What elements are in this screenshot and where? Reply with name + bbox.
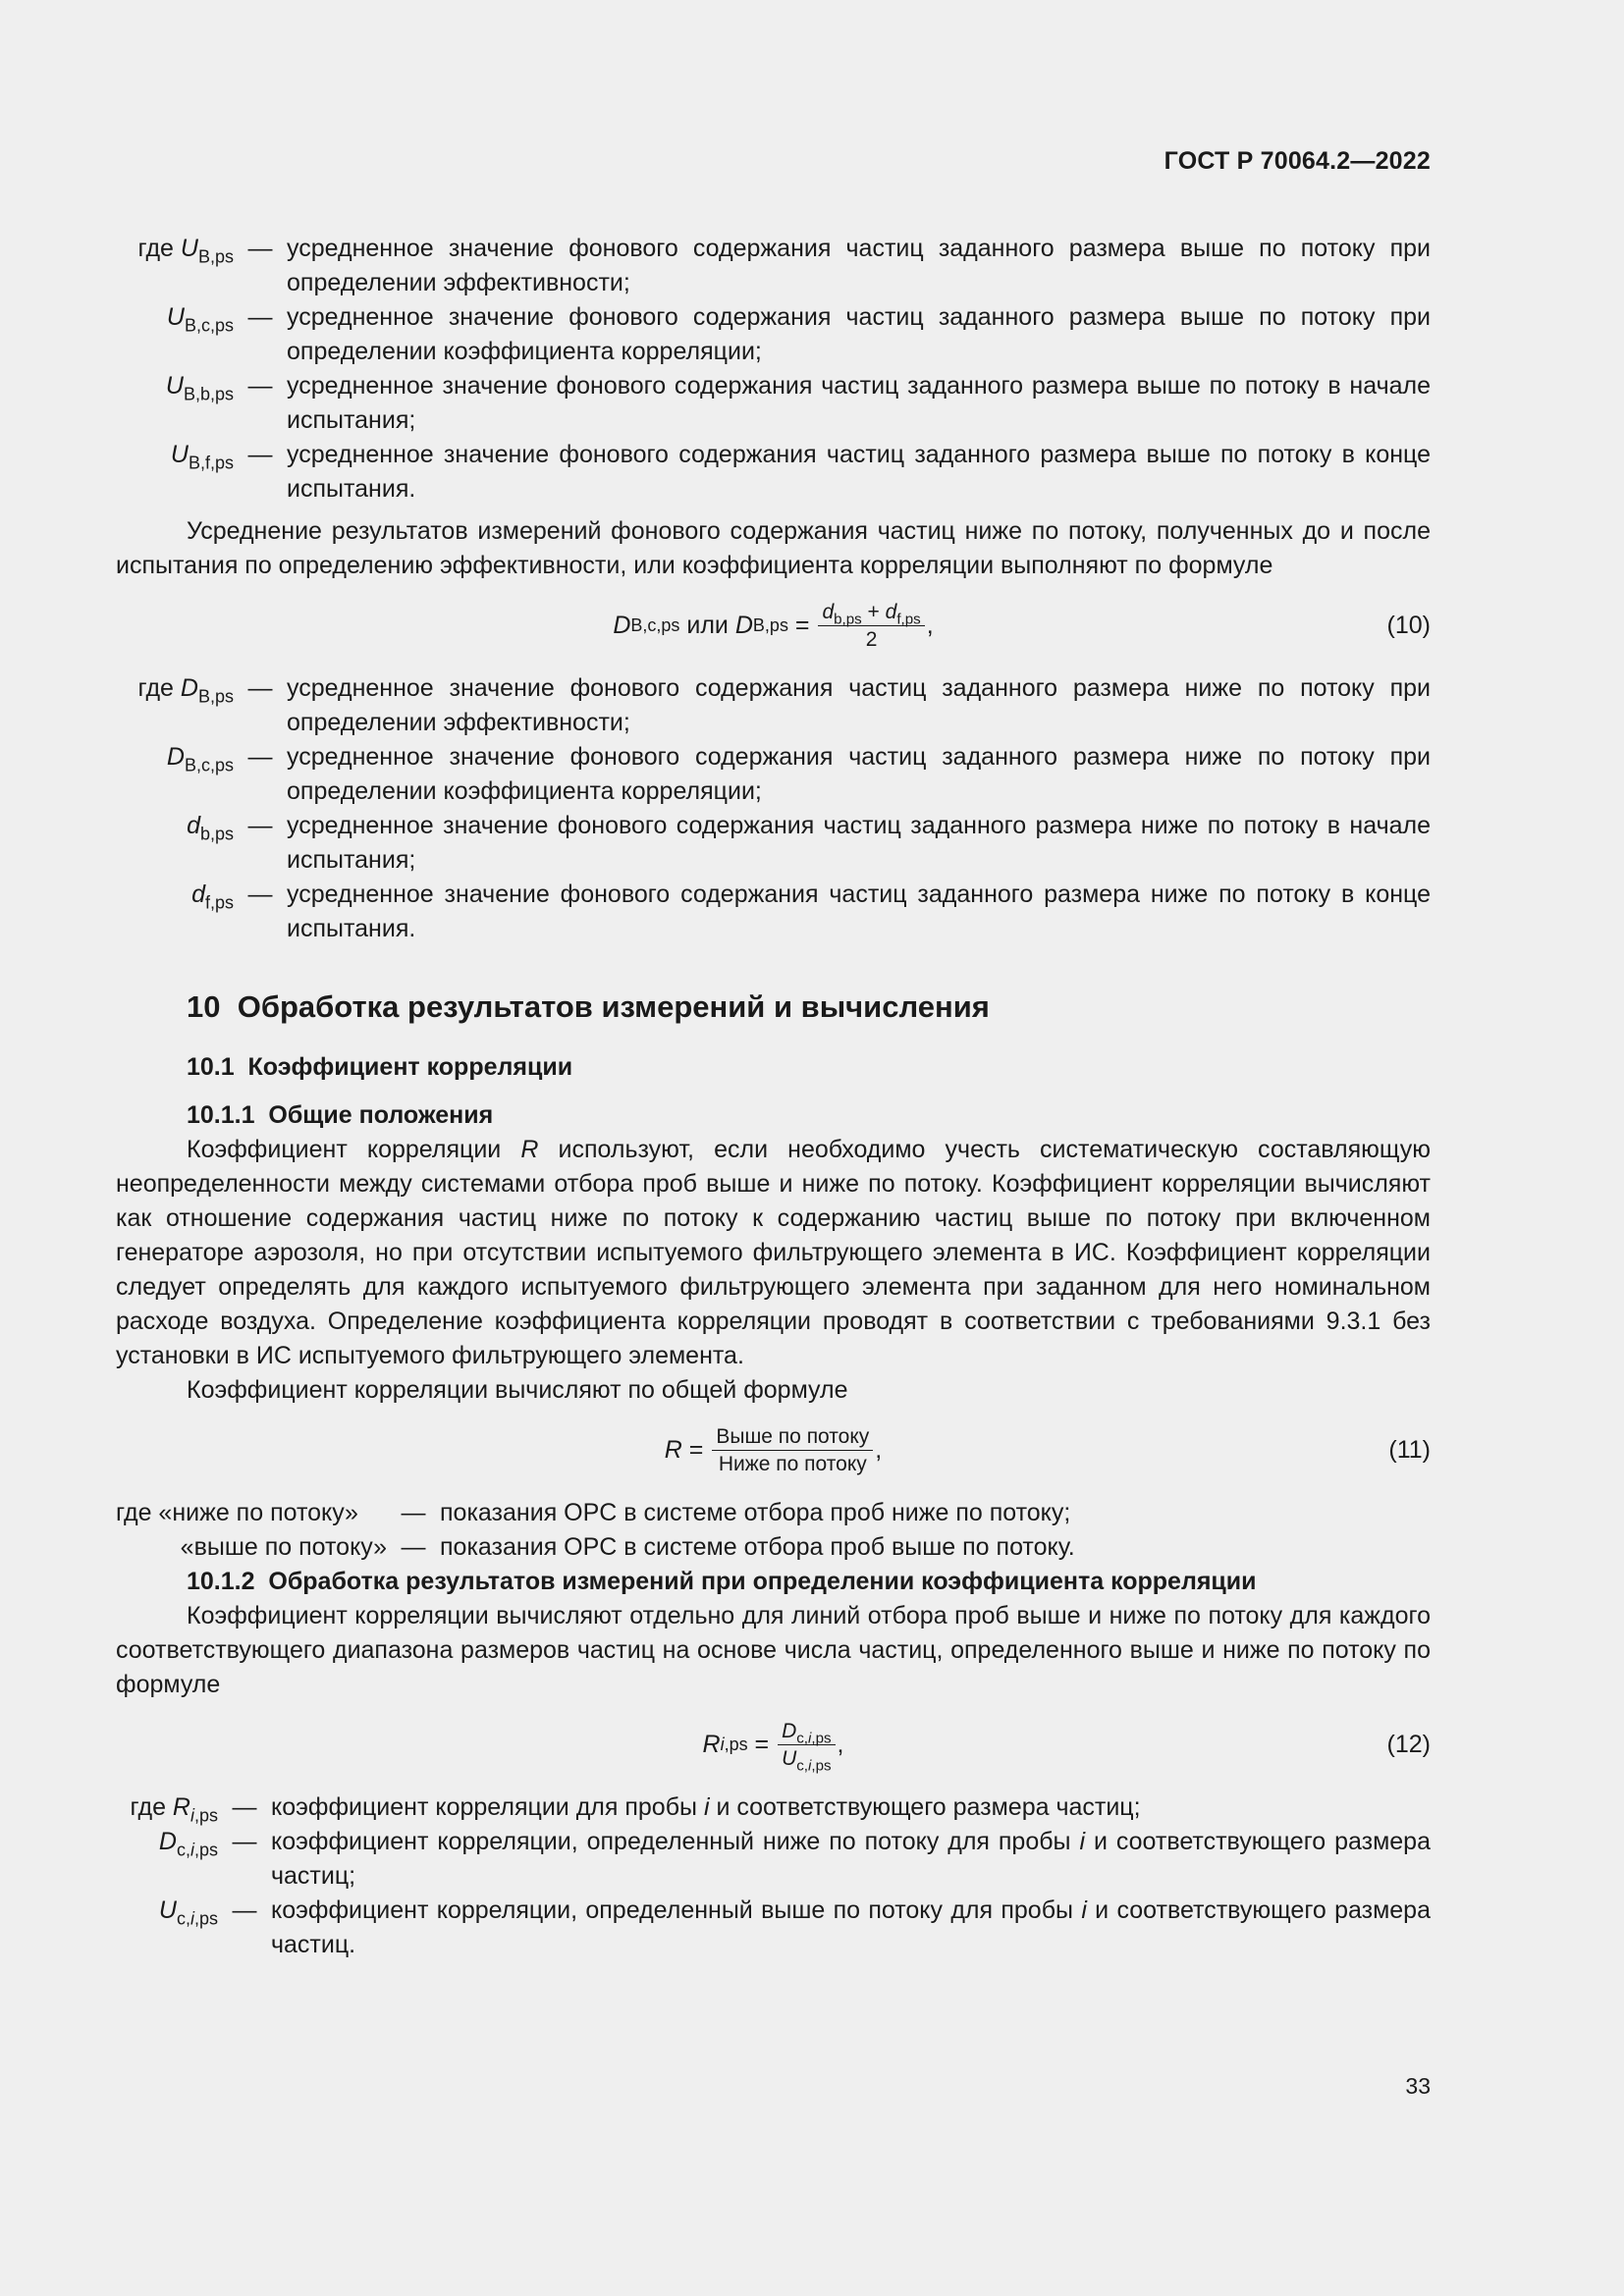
definition-item: «выше по потоку» — показания OPC в системе отбора проб выше по потоку. <box>116 1530 1431 1565</box>
definition-text: усредненное значение фонового содержания частиц заданного размера выше по потоку при определении эффективности; <box>287 235 1431 296</box>
page-content <box>116 232 1431 1962</box>
definition-text: усредненное значение фонового содержания частиц заданного размера ниже по потоку при определении эффективности; <box>287 674 1431 736</box>
definition-item: где $U_{B,ps}$ — усредненное значение фонового содержания частиц заданного размера выше по потоку при определении эффективности; <box>116 232 1431 300</box>
fraction: $\frac{d_{b,ps} + d_{f,ps}}{2}$ <box>818 599 924 653</box>
definition-item: $U_{c,i,ps}$ — коэффициент корреляции, определенный выше по потоку для пробы i и соответствующего размера частиц. <box>116 1894 1431 1962</box>
definition-text: усредненное значение фонового содержания частиц заданного размера выше по потоку в конце испытания. <box>287 441 1431 503</box>
paragraph-processing: Коэффициент корреляции вычисляют отдельно для линий отбора проб выше и ниже по потоку для каждого соответствующего диапазона размеров частиц на основе числа частиц, определенного выше и ниже по потоку по формуле <box>116 1602 1431 1698</box>
definition-dash: — <box>401 1533 426 1561</box>
definitions-opc <box>116 1496 1431 1565</box>
fraction: $\frac{D_{c,i,ps}}{U_{c,i,ps}}$ <box>778 1718 835 1772</box>
definition-dash: — <box>401 1499 426 1526</box>
paragraph-general: Коэффициент корреляции R используют, если необходимо учесть систематическую составляющую неопределенности между системами отбора проб выше и ниже по потоку. Коэффициент корреляции вычисляют как отношение содержания частиц ниже по потоку к содержанию частиц выше по потоку при включенном генераторе аэрозоля, но при отсутствии испытуемого фильтрующего элемента в ИС. Коэффициент корреляции следует определять для каждого испытуемого фильтрующего элемента при заданном для него номинальном расходе воздуха. Определение коэффициента корреляции проводят в соответствии с требованиями 9.3.1 без установки в ИС испытуемого фильтрующего элемента. <box>116 1136 1431 1369</box>
definition-dash: — <box>247 743 273 771</box>
formula-number: (12) <box>1386 1731 1431 1758</box>
definition-item: $d_{b,ps}$ — усредненное значение фонового содержания частиц заданного размера ниже по потоку в начале испытания; <box>116 809 1431 878</box>
page-number: 33 <box>1405 2073 1431 2099</box>
definition-dash: — <box>247 441 273 468</box>
fraction: $\frac{\text{Выше по потоку}}{\text{Ниже по потоку}}$ <box>712 1423 873 1477</box>
definition-item: где $D_{B,ps}$ — усредненное значение фонового содержания частиц заданного размера ниже по потоку при определении эффективности; <box>116 671 1431 740</box>
paragraph-general-formula-intro: Коэффициент корреляции вычисляют по общей формуле <box>187 1376 848 1404</box>
definition-dash: — <box>232 1793 257 1821</box>
section-heading-10-1: 10.1 Коэффициент корреляции <box>187 1053 573 1081</box>
definition-dash: — <box>232 1896 257 1924</box>
definitions-downstream <box>116 671 1431 946</box>
definition-item: $U_{B,c,ps}$ — усредненное значение фонового содержания частиц заданного размера выше по потоку при определении коэффициента корреляции; <box>116 300 1431 369</box>
document-code: ГОСТ Р 70064.2—2022 <box>1164 147 1431 175</box>
definition-item: $D_{B,c,ps}$ — усредненное значение фонового содержания частиц заданного размера ниже по потоку при определении коэффициента корреляции; <box>116 740 1431 809</box>
formula-12: R i,ps = $\frac{D_{c,i,ps}}{U_{c,i,ps}}$ , (12) <box>116 1710 1431 1779</box>
definition-item: где $R_{i,ps}$ — коэффициент корреляции для пробы i и соответствующего размера частиц; <box>116 1790 1431 1825</box>
definition-dash: — <box>232 1828 257 1855</box>
definition-text: усредненное значение фонового содержания частиц заданного размера ниже по потоку при определении коэффициента корреляции; <box>287 743 1431 805</box>
definition-dash: — <box>247 303 273 331</box>
definition-dash: — <box>247 372 273 400</box>
definition-text: показания OPC в системе отбора проб ниже по потоку; <box>440 1499 1071 1526</box>
section-heading-10-1-2: 10.1.2 Обработка результатов измерений при определении коэффициента корреляции <box>187 1568 1257 1595</box>
paragraph-averaging: Усреднение результатов измерений фонового содержания частиц ниже по потоку, полученных до и после испытания по определению эффективности, или коэффициента корреляции выполняют по формуле <box>116 517 1431 579</box>
definition-item: $d_{f,ps}$ — усредненное значение фонового содержания частиц заданного размера ниже по потоку в конце испытания. <box>116 878 1431 946</box>
definition-item: $U_{B,f,ps}$ — усредненное значение фонового содержания частиц заданного размера выше по потоку в конце испытания. <box>116 438 1431 507</box>
definition-text: усредненное значение фонового содержания частиц заданного размера выше по потоку при определении коэффициента корреляции; <box>287 303 1431 365</box>
definition-item: $U_{B,b,ps}$ — усредненное значение фонового содержания частиц заданного размера выше по потоку в начале испытания; <box>116 369 1431 438</box>
formula-number: (11) <box>1388 1436 1431 1464</box>
section-heading-10: 10 Обработка результатов измерений и вычисления <box>187 989 990 1024</box>
definition-dash: — <box>247 812 273 839</box>
definition-text: показания OPC в системе отбора проб выше по потоку. <box>440 1533 1075 1561</box>
formula-11: R = $\frac{\text{Выше по потоку}}{\text{Ниже по потоку}}$ , (11) <box>116 1415 1431 1484</box>
definition-text: усредненное значение фонового содержания частиц заданного размера ниже по потоку в начале испытания; <box>287 812 1431 874</box>
definition-item: где «ниже по потоку» — показания OPC в системе отбора проб ниже по потоку; <box>116 1496 1431 1530</box>
definition-text: усредненное значение фонового содержания частиц заданного размера выше по потоку в начале испытания; <box>287 372 1431 434</box>
section-heading-10-1-1: 10.1.1 Общие положения <box>187 1101 494 1129</box>
definition-item: $D_{c,i,ps}$ — коэффициент корреляции, определенный ниже по потоку для пробы i и соответствующего размера частиц; <box>116 1825 1431 1894</box>
definition-text: коэффициент корреляции, определенный ниже по потоку для пробы i и соответствующего размера частиц; <box>271 1828 1431 1890</box>
definition-dash: — <box>247 674 273 702</box>
definition-text: усредненное значение фонового содержания частиц заданного размера ниже по потоку в конце испытания. <box>287 881 1431 942</box>
formula-10: D B,c,ps или D B,ps = $\frac{d_{b,ps} + d_{f,ps}}{2}$ , (10) <box>116 591 1431 660</box>
definition-dash: — <box>247 881 273 908</box>
definitions-correlation <box>116 1790 1431 1962</box>
definition-dash: — <box>247 235 273 262</box>
definition-text: коэффициент корреляции, определенный выше по потоку для пробы i и соответствующего размера частиц. <box>271 1896 1431 1958</box>
formula-number: (10) <box>1386 612 1431 639</box>
definition-text: коэффициент корреляции для пробы i и соответствующего размера частиц; <box>271 1793 1141 1821</box>
definitions-upstream <box>116 232 1431 507</box>
